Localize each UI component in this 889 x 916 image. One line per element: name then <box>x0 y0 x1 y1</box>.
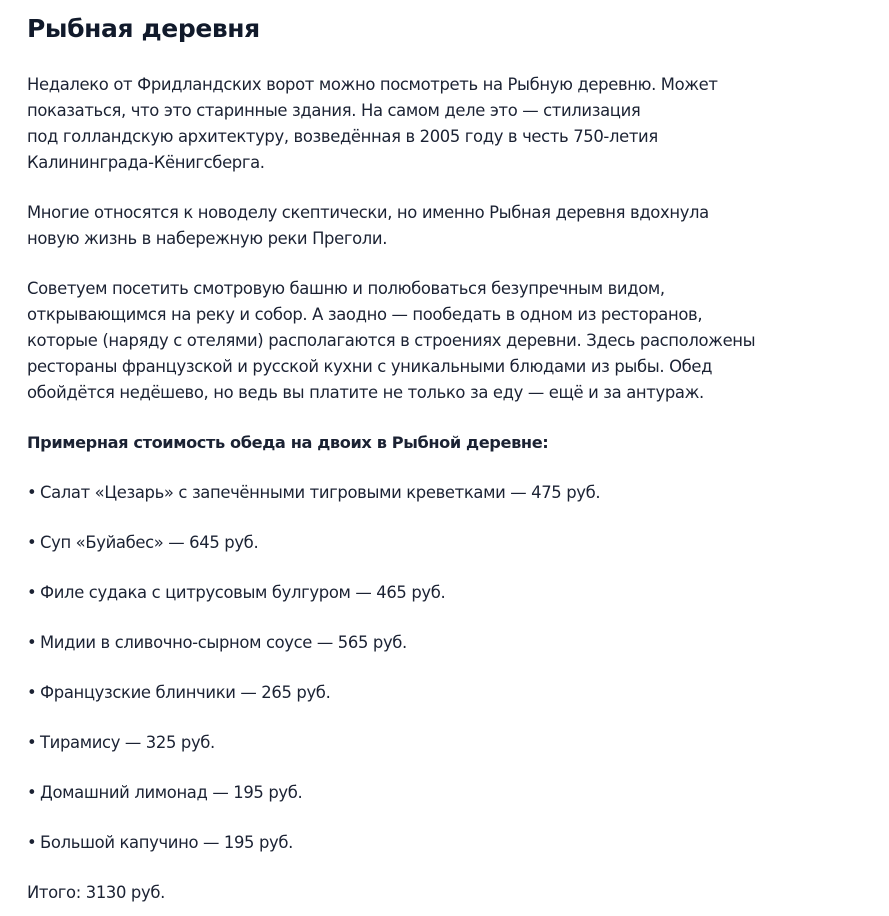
price-item-text: Домашний лимонад — 195 руб. <box>40 783 303 802</box>
price-item-text: Суп «Буйабес» — 645 руб. <box>40 533 259 552</box>
bullet-icon: • <box>27 533 37 552</box>
paragraph-line: Недалеко от Фридландских ворот можно посмотреть на Рыбную деревню. Может <box>27 75 718 94</box>
list-item <box>27 730 882 756</box>
bullet-icon: • <box>27 633 37 652</box>
list-item <box>27 780 882 806</box>
list-item <box>27 480 882 506</box>
paragraph-line: открывающимся на реку и собор. А заодно — пообедать в одном из ресторанов, <box>27 305 703 324</box>
paragraph-line: Многие относятся к новоделу скептически, но именно Рыбная деревня вдохнула <box>27 203 709 222</box>
advice-paragraph <box>27 276 882 406</box>
bullet-icon: • <box>27 583 37 602</box>
paragraph-line: Калининграда-Кёнигсберга. <box>27 153 265 172</box>
paragraph-line: которые (наряду с отелями) располагаются в строениях деревни. Здесь расположены <box>27 331 756 350</box>
paragraph-line: новую жизнь в набережную реки Преголи. <box>27 229 388 248</box>
bullet-icon: • <box>27 733 37 752</box>
paragraph-line: показаться, что это старинные здания. На самом деле это — стилизация <box>27 101 641 120</box>
list-item <box>27 680 882 706</box>
list-item <box>27 830 882 856</box>
price-item-text: Французские блинчики — 265 руб. <box>40 683 331 702</box>
total-price: Итого: 3130 руб. <box>27 883 165 902</box>
opinion-paragraph <box>27 200 882 252</box>
paragraph-line: Советуем посетить смотровую башню и полюбоваться безупречным видом, <box>27 279 665 298</box>
price-heading: Примерная стоимость обеда на двоих в Рыбной деревне: <box>27 433 549 452</box>
paragraph-line: рестораны французской и русской кухни с уникальными блюдами из рыбы. Обед <box>27 357 713 376</box>
price-item-text: Мидии в сливочно-сырном соусе — 565 руб. <box>40 633 407 652</box>
price-item-text: Большой капучино — 195 руб. <box>40 833 294 852</box>
paragraph-line: под голландскую архитектуру, возведённая в 2005 году в честь 750-летия <box>27 127 658 146</box>
price-list <box>27 480 882 856</box>
intro-paragraph <box>27 72 882 176</box>
bullet-icon: • <box>27 483 37 502</box>
article-title: Рыбная деревня <box>27 14 260 43</box>
list-item <box>27 580 882 606</box>
bullet-icon: • <box>27 833 37 852</box>
price-item-text: Филе судака с цитрусовым булгуром — 465 руб. <box>40 583 446 602</box>
bullet-icon: • <box>27 683 37 702</box>
bullet-icon: • <box>27 783 37 802</box>
list-item <box>27 530 882 556</box>
paragraph-line: обойдётся недёшево, но ведь вы платите не только за еду — ещё и за антураж. <box>27 383 704 402</box>
price-item-text: Тирамису — 325 руб. <box>40 733 215 752</box>
article <box>27 10 882 906</box>
list-item <box>27 630 882 656</box>
price-item-text: Салат «Цезарь» с запечёнными тигровыми креветками — 475 руб. <box>40 483 601 502</box>
